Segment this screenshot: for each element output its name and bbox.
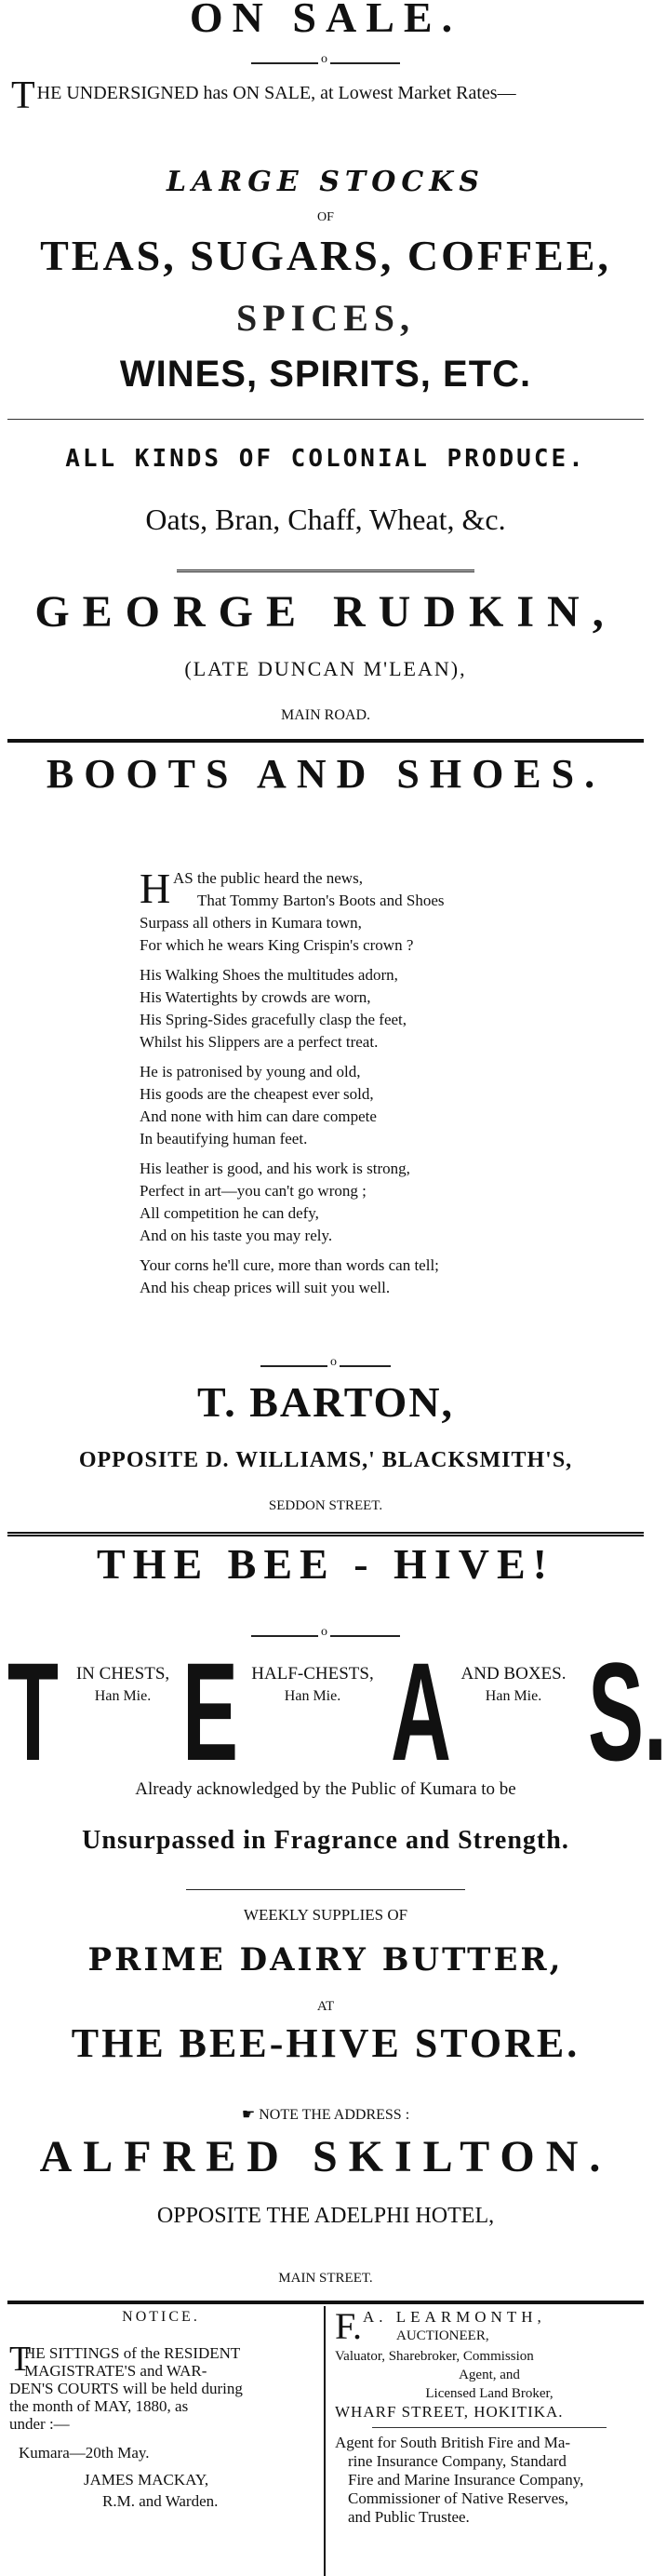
poem-line: His Watertights by crowds are worn, xyxy=(140,988,371,1006)
poem-line: For which he wears King Crispin's crown ? xyxy=(140,936,414,954)
ad3-opposite: OPPOSITE THE ADELPHI HOTEL, xyxy=(156,2204,495,2228)
ad1-intro xyxy=(11,74,644,117)
learmonth-agent-line: Commissioner of Native Reserves, xyxy=(348,2489,569,2507)
poem-line: And on his taste you may rely. xyxy=(140,1227,333,1244)
poem-line: Whilst his Slippers are a perfect treat. xyxy=(140,1033,379,1051)
ad2-street: SEDDON STREET. xyxy=(268,1498,383,1513)
poem-line: Your corns he'll cure, more than words can tell; xyxy=(140,1256,439,1274)
ornament-divider xyxy=(251,58,400,69)
ad3-note-text: NOTE THE ADDRESS : xyxy=(259,2107,410,2123)
ad3-weekly: WEEKLY SUPPLIES OF xyxy=(243,1906,408,1924)
pack-boxes-label: AND BOXES. xyxy=(460,1664,567,1684)
ad3-butter: PRIME DAIRY BUTTER, xyxy=(87,1941,564,1979)
ad1-late: (LATE DUNCAN M'LEAN), xyxy=(184,657,467,680)
thin-rule xyxy=(372,2427,607,2428)
learmonth-dropcap: F. xyxy=(335,2305,363,2347)
learmonth-name: A. LEARMONTH, xyxy=(363,2308,546,2326)
poem-line: And his cheap prices will suit you well. xyxy=(140,1279,391,1296)
learmonth-column xyxy=(335,2305,644,2527)
learmonth-role4: Licensed Land Broker, xyxy=(425,2386,554,2401)
teas-letter-a: A xyxy=(391,1633,451,1790)
pack-half-chests-sub: Han Mie. xyxy=(284,1688,341,1704)
learmonth-role3: Agent, and xyxy=(459,2368,520,2382)
poem-line: His Spring-Sides gracefully clasp the feet, xyxy=(140,1011,407,1028)
pack-boxes xyxy=(448,1664,579,1705)
teas-letter-e: E xyxy=(182,1633,239,1790)
teas-letter-t: T xyxy=(7,1633,59,1790)
ad1-line4: ALL KINDS OF COLONIAL PRODUCE. xyxy=(65,445,586,473)
pointing-hand-icon: ☛ xyxy=(241,2107,256,2123)
pack-chests-label: IN CHESTS, xyxy=(75,1664,170,1684)
notice-line: MAGISTRATE'S and WAR- xyxy=(24,2362,207,2380)
ad3-note xyxy=(0,2105,651,2124)
poem-line: That Tommy Barton's Boots and Shoes xyxy=(197,892,445,909)
ad1-line2: SPICES, xyxy=(235,297,416,339)
short-rule xyxy=(186,1889,465,1890)
ad2-heading: BOOTS AND SHOES. xyxy=(46,751,606,797)
poem-line: He is patronised by young and old, xyxy=(140,1063,361,1080)
ad2-poem xyxy=(140,867,623,1299)
notice-signer: JAMES MACKAY, xyxy=(84,2471,209,2489)
ad1-heading: ON SALE. xyxy=(189,0,462,41)
notice-line: under :— xyxy=(9,2415,70,2433)
ad1-address: MAIN ROAD. xyxy=(281,707,370,723)
learmonth-agent-line: Agent for South British Fire and Ma- xyxy=(335,2434,571,2451)
poem-line: Perfect in art—you can't go wrong ; xyxy=(140,1182,367,1200)
learmonth-header xyxy=(335,2305,644,2347)
notice-signer-title: R.M. and Warden. xyxy=(102,2492,219,2510)
ornament-divider xyxy=(251,1630,400,1642)
poem-line: In beautifying human feet. xyxy=(140,1130,308,1147)
notice-dropcap: T xyxy=(9,2340,32,2379)
ad1-intro-dropcap: T xyxy=(11,74,35,117)
poem-line: His goods are the cheapest ever sold, xyxy=(140,1085,374,1103)
notice-title: NOTICE. xyxy=(122,2309,200,2325)
ad1-intro-text: HE UNDERSIGNED has ON SALE, at Lowest Market Rates— xyxy=(36,83,516,103)
learmonth-agent-line: rine Insurance Company, Standard xyxy=(348,2452,567,2470)
pack-chests xyxy=(58,1664,188,1705)
ad2-poem-body xyxy=(140,912,623,1299)
ornament-divider xyxy=(260,1361,391,1372)
ad3-store: THE BEE-HIVE STORE. xyxy=(71,2020,580,2066)
thin-rule xyxy=(7,419,644,420)
ad3-street: MAIN STREET. xyxy=(278,2271,373,2286)
ad3-merchant: ALFRED SKILTON. xyxy=(39,2132,612,2181)
learmonth-role2: Valuator, Sharebroker, Commission xyxy=(335,2349,534,2364)
notice-line: DEN'S COURTS will be held during xyxy=(9,2380,243,2397)
section-rule xyxy=(7,739,644,743)
ad1-of: OF xyxy=(317,210,334,224)
pack-half-chests xyxy=(238,1664,387,1705)
ad1-line3: WINES, SPIRITS, ETC. xyxy=(119,354,532,395)
pack-half-chests-label: HALF-CHESTS, xyxy=(251,1664,374,1684)
poem-line: His leather is good, and his work is strong, xyxy=(140,1160,410,1177)
learmonth-role1: AUCTIONEER, xyxy=(396,2328,489,2343)
short-rule xyxy=(177,570,474,572)
pack-chests-sub: Han Mie. xyxy=(94,1688,152,1704)
ad2-opposite: OPPOSITE D. WILLIAMS,' BLACKSMITH'S, xyxy=(78,1448,573,1472)
pack-boxes-sub: Han Mie. xyxy=(485,1688,542,1704)
notice-date: Kumara—20th May. xyxy=(19,2444,150,2462)
learmonth-agent-line: Fire and Marine Insurance Company, xyxy=(348,2471,584,2489)
teas-letter-s: S. xyxy=(588,1633,667,1790)
column-divider xyxy=(324,2306,326,2576)
ad1-line5: Oats, Bran, Chaff, Wheat, &c. xyxy=(145,503,506,536)
poem-line: AS the public heard the news, xyxy=(173,869,363,887)
poem-line: All competition he can defy, xyxy=(140,1204,319,1222)
ad3-unsurpassed: Unsurpassed in Fragrance and Strength. xyxy=(82,1826,569,1855)
ad2-merchant: T. BARTON, xyxy=(196,1378,455,1426)
section-rule xyxy=(7,2301,644,2304)
notice-column xyxy=(9,2308,313,2510)
ad1-line1: TEAS, SUGARS, COFFEE, xyxy=(40,232,611,279)
poem-line: Surpass all others in Kumara town, xyxy=(140,914,362,932)
notice-body xyxy=(9,2340,313,2433)
poem-line: His Walking Shoes the multitudes adorn, xyxy=(140,966,398,984)
ad3-acknowledged: Already acknowledged by the Public of Kumara to be xyxy=(135,1779,516,1799)
learmonth-address: WHARF STREET, HOKITIKA. xyxy=(335,2403,564,2421)
learmonth-agent-line: and Public Trustee. xyxy=(348,2508,470,2526)
ad2-dropcap: H xyxy=(140,865,171,912)
ad3-at: AT xyxy=(316,1999,335,2014)
notice-line: HE SITTINGS of the RESIDENT xyxy=(24,2344,241,2362)
ad1-large-stocks: LARGE STOCKS xyxy=(167,166,485,198)
ad1-merchant: GEORGE RUDKIN, xyxy=(34,587,617,637)
ad2-poem-stanza-1 xyxy=(140,867,623,912)
poem-line: And none with him can dare compete xyxy=(140,1107,377,1125)
section-rule xyxy=(7,1532,644,1536)
notice-line: the month of MAY, 1880, as xyxy=(9,2397,189,2415)
ad3-heading: THE BEE - HIVE! xyxy=(97,1540,554,1588)
